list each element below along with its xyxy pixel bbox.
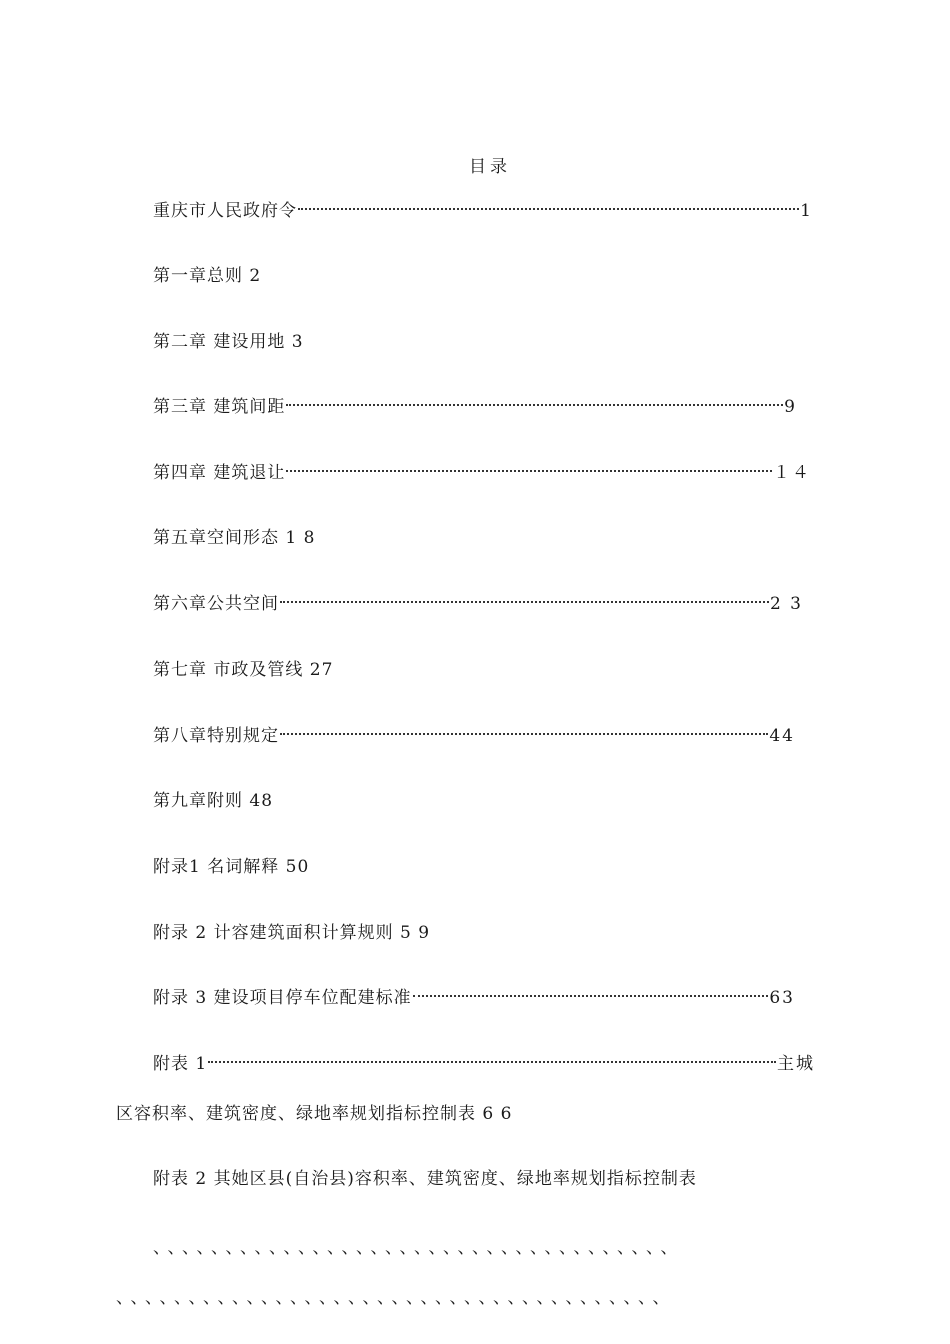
toc-entry[interactable] xyxy=(153,918,430,948)
toc-entry-label: 附录1 名词解释 50 xyxy=(153,857,310,877)
toc-entry-label: 第一章总则 2 xyxy=(153,266,262,286)
toc-entry[interactable] xyxy=(153,523,315,553)
comma-leader-line: 、、、、、、、、、、、、、、、、、、、、、、、、、、、、、、、、、、、、、、 xyxy=(116,1288,676,1308)
toc-entry-label: 附表 1 xyxy=(153,1054,208,1074)
toc-entry-page: １４ xyxy=(773,463,811,483)
toc-entry-label: 附录 3 建设项目停车位配建标准 xyxy=(153,988,412,1008)
toc-entry[interactable] xyxy=(153,327,304,357)
toc-entry-page: 63 xyxy=(769,988,795,1008)
toc-entry-page: 9 xyxy=(784,397,797,417)
toc-entry-label: 第九章附则 48 xyxy=(153,791,274,811)
dot-leader xyxy=(298,208,799,210)
toc-entry[interactable] xyxy=(153,392,797,422)
toc-entry[interactable] xyxy=(153,589,803,619)
toc-entry-label: 第二章 建设用地 3 xyxy=(153,332,304,352)
dot-leader xyxy=(280,733,768,735)
toc-entry-page: 主城 xyxy=(777,1054,815,1074)
toc-entry-label: 附录 2 计容建筑面积计算规则 5 9 xyxy=(153,923,431,943)
toc-entry-label: 重庆市人民政府令 xyxy=(153,201,297,221)
dot-leader xyxy=(208,1061,776,1063)
toc-entry[interactable] xyxy=(153,983,795,1013)
toc-entry-label: 第六章公共空间 xyxy=(153,594,279,614)
dot-leader xyxy=(280,601,769,603)
toc-entry[interactable] xyxy=(153,196,813,226)
toc-entry[interactable] xyxy=(153,721,795,751)
toc-entry-page: 1 xyxy=(800,201,813,221)
toc-entry-page: 2 3 xyxy=(769,594,803,614)
toc-entry-label: 附表 2 其她区县(自治县)容积率、建筑密度、绿地率规划指标控制表 xyxy=(153,1169,697,1189)
toc-entry-continuation[interactable]: 区容积率、建筑密度、绿地率规划指标控制表 6 6 xyxy=(116,1104,513,1124)
toc-entry[interactable] xyxy=(153,786,273,816)
dot-leader xyxy=(286,470,772,472)
comma-leader-line: 、、、、、、、、、、、、、、、、、、、、、、、、、、、、、、、、、、、、 xyxy=(153,1238,684,1258)
toc-title: 目录 xyxy=(469,157,511,177)
toc-entry[interactable] xyxy=(153,1049,815,1079)
dot-leader xyxy=(286,404,783,406)
toc-entry-page: 44 xyxy=(769,726,795,746)
toc-entry-label: 第七章 市政及管线 27 xyxy=(153,660,334,680)
toc-entry[interactable] xyxy=(153,261,261,291)
toc-entry[interactable] xyxy=(153,852,309,882)
toc-entry[interactable] xyxy=(153,458,811,488)
toc-entry-label: 第五章空间形态 1 8 xyxy=(153,528,316,548)
dot-leader xyxy=(413,995,769,997)
toc-entry[interactable] xyxy=(153,655,333,685)
toc-entry-label: 第四章 建筑退让 xyxy=(153,463,286,483)
toc-entry-label: 第三章 建筑间距 xyxy=(153,397,286,417)
toc-entry-label: 第八章特别规定 xyxy=(153,726,279,746)
toc-entry[interactable] xyxy=(153,1164,697,1194)
